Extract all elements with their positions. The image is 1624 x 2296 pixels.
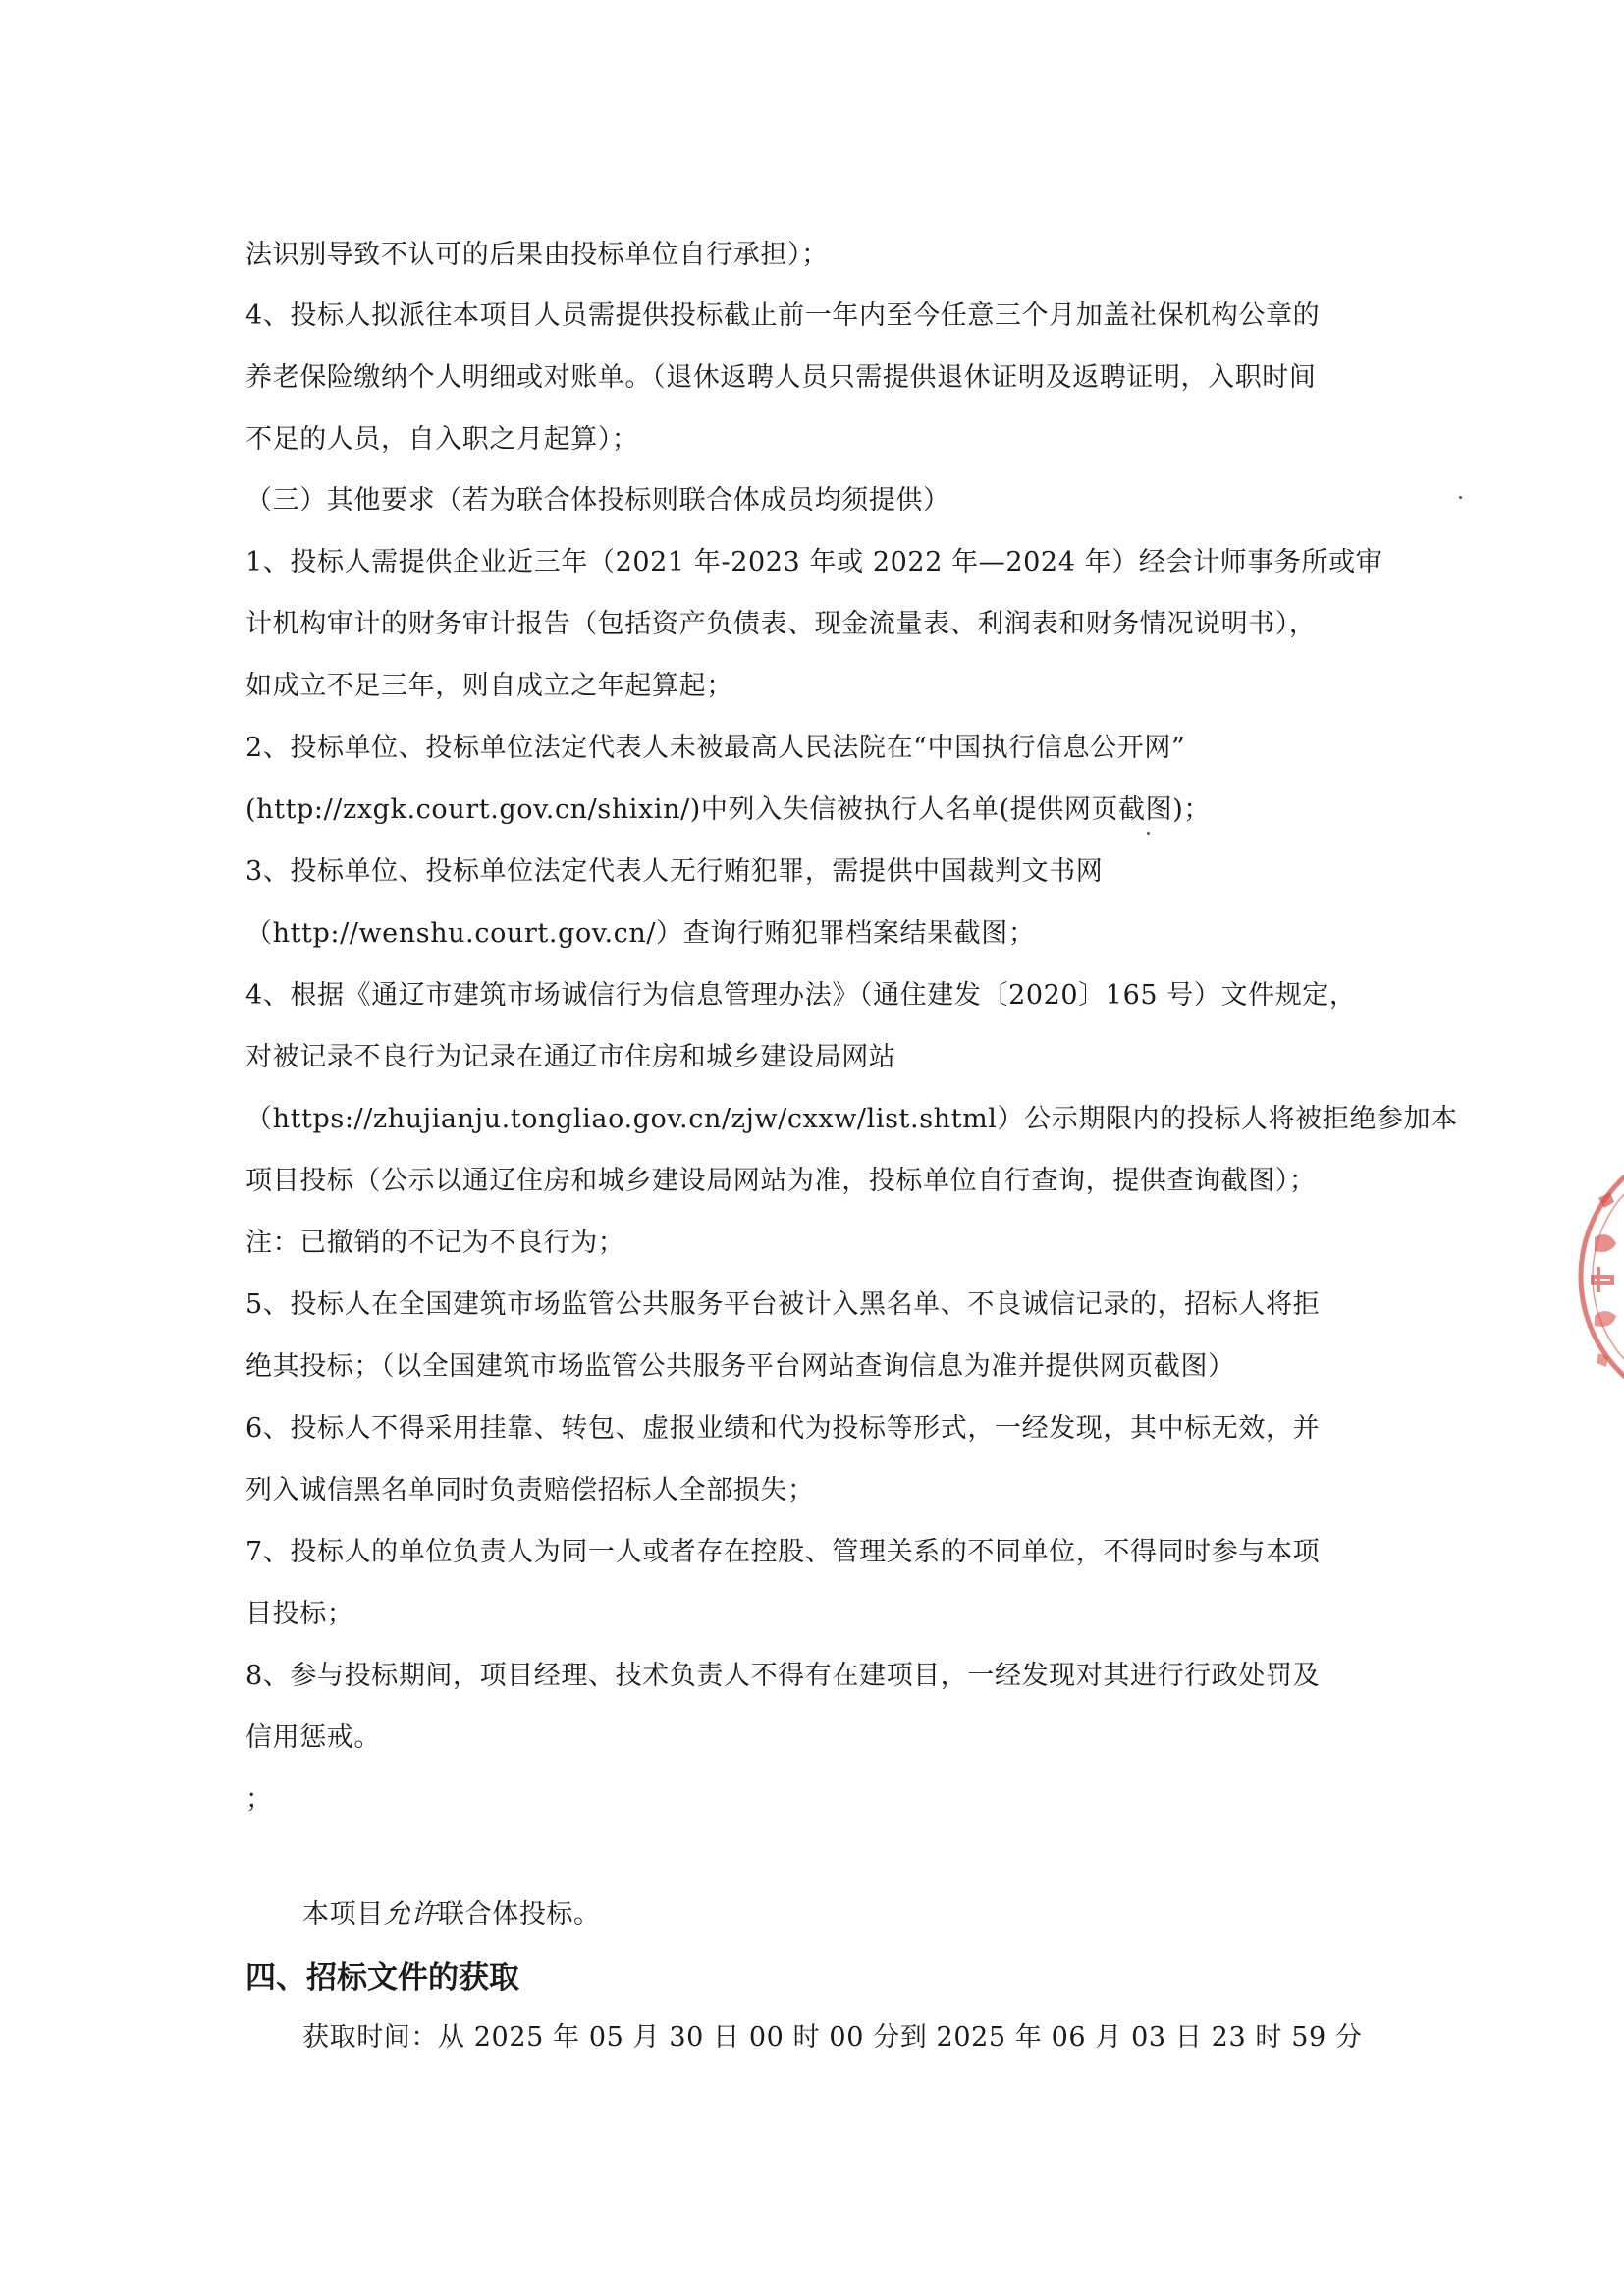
body-line: 养老保险缴纳个人明细或对账单。（退休返聘人员只需提供退休证明及返聘证明，入职时间 bbox=[245, 362, 1317, 393]
stray-semicolon: ； bbox=[245, 1784, 273, 1815]
consortium-statement bbox=[302, 1895, 601, 1935]
body-line: 4、投标人拟派往本项目人员需提供投标截止前一年内至今任意三个月加盖社保机构公章的 bbox=[245, 301, 1321, 331]
url-line: (http://zxgk.court.gov.cn/shixin/)中列入失信被执行人名单(提供网页截图)； bbox=[245, 794, 1211, 825]
body-line: 2、投标单位、投标单位法定代表人未被最高人民法院在“中国执行信息公开网” bbox=[245, 733, 1186, 763]
red-seal-stamp bbox=[1569, 1129, 1624, 1424]
section-heading: 四、招标文件的获取 bbox=[245, 1960, 519, 1995]
body-line: 不足的人员，自入职之月起算）； bbox=[245, 424, 639, 455]
url-line: （http://wenshu.court.gov.cn/）查询行贿犯罪档案结果截图； bbox=[245, 918, 1036, 949]
body-line: 8、参与投标期间，项目经理、技术负责人不得有在建项目，一经发现对其进行行政处罚及 bbox=[245, 1661, 1321, 1691]
body-line: 信用惩戒。 bbox=[245, 1722, 381, 1753]
body-line: 计机构审计的财务审计报告（包括资产负债表、现金流量表、利润表和财务情况说明书）， bbox=[245, 609, 1317, 639]
body-line: 项目投标（公示以通辽住房和城乡建设局网站为准，投标单位自行查询，提供查询截图）； bbox=[245, 1166, 1317, 1196]
body-line: 7、投标人的单位负责人为同一人或者存在控股、管理关系的不同单位，不得同时参与本项 bbox=[245, 1537, 1321, 1567]
consortium-emphasis: 允许 bbox=[383, 1899, 439, 1930]
acquisition-time: 获取时间：从 2025 年 05 月 30 日 00 时 00 分到 2025 年 06 月 03 日 23 时 59 分 bbox=[302, 2022, 1363, 2052]
consortium-prefix: 本项目 bbox=[302, 1899, 384, 1930]
subsection-title: （三）其他要求（若为联合体投标则联合体成员均须提供） bbox=[245, 485, 950, 516]
body-line: 目投标； bbox=[245, 1599, 354, 1629]
body-line: 如成立不足三年，则自成立之年起算起； bbox=[245, 671, 733, 701]
body-line: 列入诚信黑名单同时负责赔偿招标人全部损失； bbox=[245, 1475, 815, 1505]
body-line: 法识别导致不认可的后果由投标单位自行承担）； bbox=[245, 240, 829, 270]
body-line: 4、根据《通辽市建筑市场诚信行为信息管理办法》（通住建发〔2020〕165 号）文件规定， bbox=[245, 980, 1357, 1011]
seal-icon bbox=[1569, 1129, 1624, 1424]
consortium-suffix: 联合体投标。 bbox=[438, 1899, 601, 1930]
note-line: 注：已撤销的不记为不良行为； bbox=[245, 1228, 625, 1258]
body-line: 5、投标人在全国建筑市场监管公共服务平台被计入黑名单、不良诚信记录的，招标人将拒 bbox=[245, 1289, 1321, 1320]
body-line: 1、投标人需提供企业近三年（2021 年-2023 年或 2022 年—2024 年）经会计师事务所或审 bbox=[245, 547, 1383, 577]
body-line: 6、投标人不得采用挂靠、转包、虚报业绩和代为投标等形式，一经发现，其中标无效，并 bbox=[245, 1413, 1321, 1444]
body-line: 对被记录不良行为记录在通辽市住房和城乡建设局网站 bbox=[245, 1042, 896, 1072]
body-line: 绝其投标；（以全国建筑市场监管公共服务平台网站查询信息为准并提供网页截图） bbox=[245, 1351, 1235, 1382]
scan-speck bbox=[1147, 832, 1150, 835]
scan-speck bbox=[1459, 496, 1462, 499]
body-line: 3、投标单位、投标单位法定代表人无行贿犯罪，需提供中国裁判文书网 bbox=[245, 856, 1104, 887]
url-line: （https://zhujianju.tongliao.gov.cn/zjw/cxxw/list.shtml）公示期限内的投标人将被拒绝参加本 bbox=[245, 1104, 1458, 1134]
